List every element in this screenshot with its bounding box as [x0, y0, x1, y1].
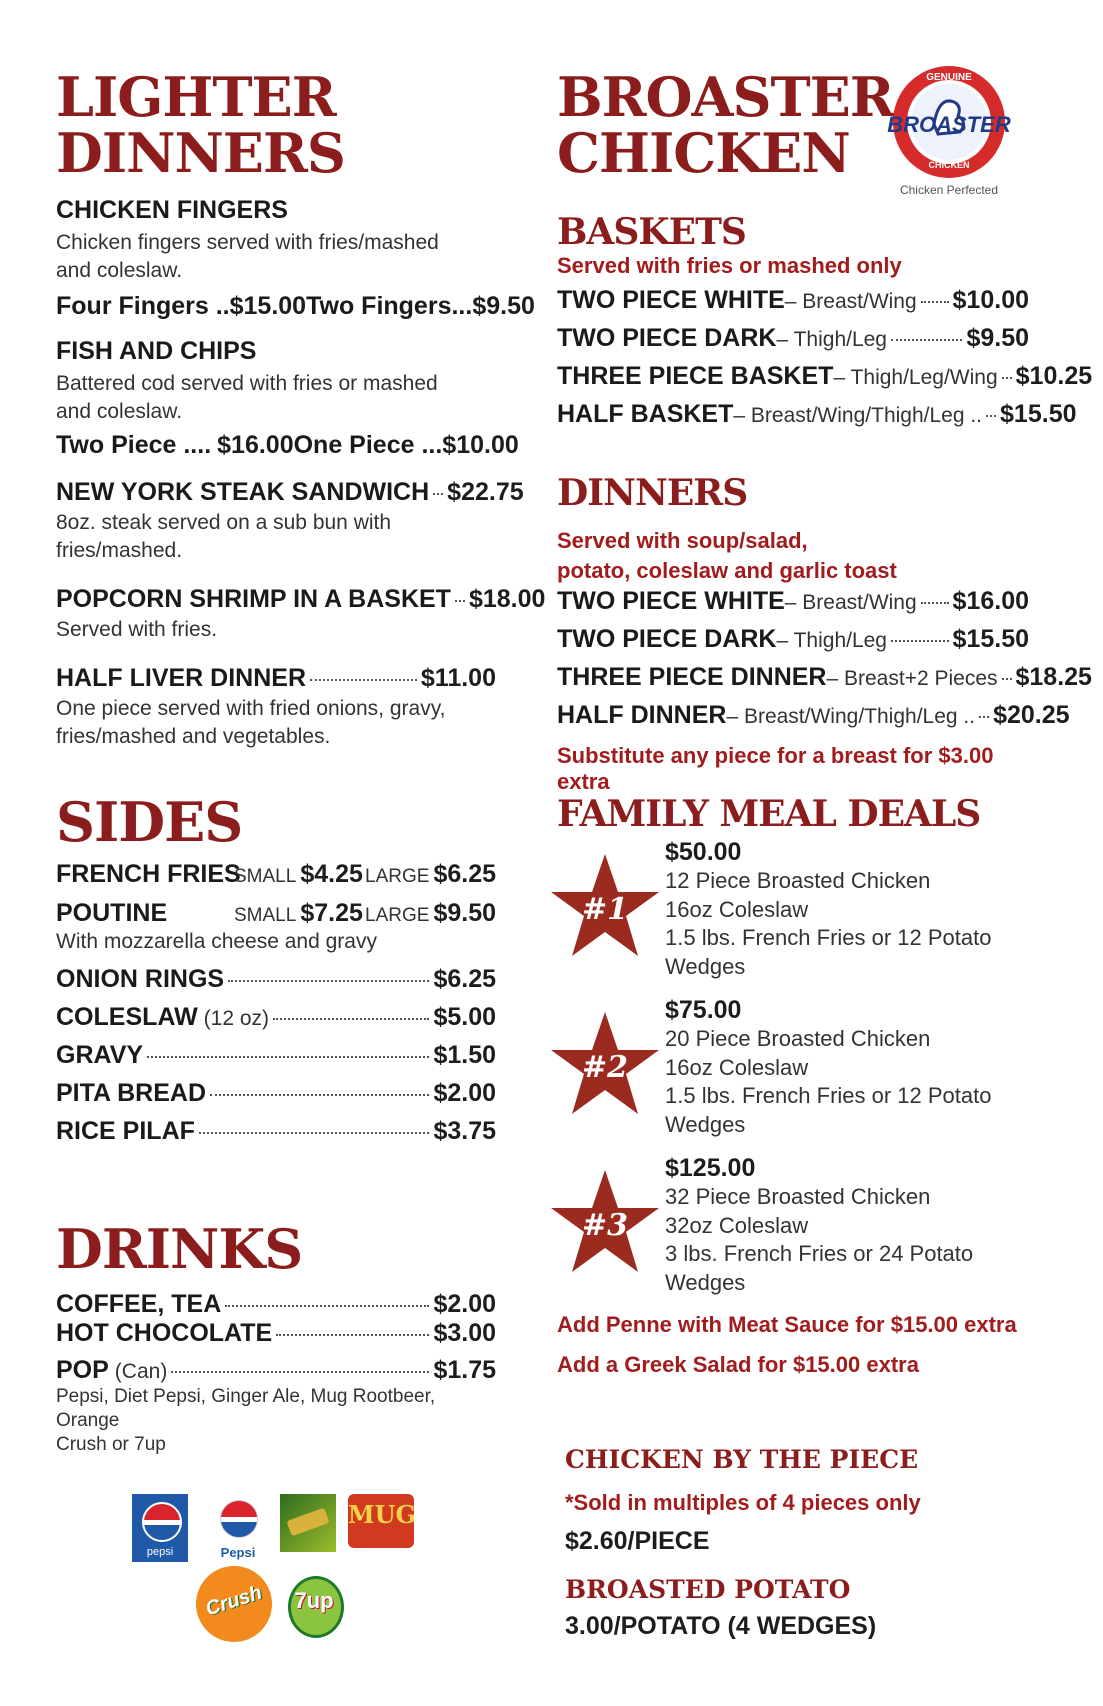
item-price: $22.75: [447, 478, 524, 506]
item-description: Crush or 7up: [56, 1433, 166, 1455]
deal-line: 1.5 lbs. French Fries or 12 Potato Wedges: [665, 925, 992, 979]
star-badge: [549, 850, 661, 962]
item-name: TWO PIECE DARK: [557, 324, 777, 352]
dot-leader: [1002, 678, 1012, 680]
item-sub: – Thigh/Leg: [776, 328, 887, 351]
family-deal: [549, 1154, 1039, 1304]
lighter-dinners-title: LIGHTER DINNERS: [56, 65, 345, 185]
logo-ring-top-text: GENUINE: [926, 72, 972, 83]
dot-leader: [979, 716, 989, 718]
logo-ring-bottom-text: CHICKEN: [928, 160, 970, 170]
by-piece-note: *Sold in multiples of 4 pieces only: [565, 1490, 921, 1515]
item-name: HALF BASKET: [557, 400, 734, 428]
item-name: CHICKEN FINGERS: [56, 196, 288, 224]
side-item: [56, 965, 496, 994]
dot-leader: [171, 1371, 429, 1373]
dot-leader: [228, 980, 429, 982]
item-name: NEW YORK STEAK SANDWICH: [56, 478, 430, 506]
dot-leader: [455, 600, 465, 602]
item-description: Chicken fingers served with fries/mashed and coleslaw.: [56, 231, 439, 283]
item-name: COLESLAW: [56, 1003, 198, 1032]
item-description: and coleslaw.: [56, 400, 183, 424]
family-deal: [549, 838, 1039, 988]
deal-price: $125.00: [665, 1154, 756, 1182]
item-name: THREE PIECE BASKET: [557, 362, 834, 390]
item-description: Served with fries.: [56, 618, 218, 641]
item-price: $10.25: [1015, 362, 1093, 390]
item-name: HALF LIVER DINNER: [56, 664, 306, 692]
item-price: $1.75: [433, 1356, 496, 1384]
dinners-title: DINNERS: [557, 472, 748, 514]
deal-price: $75.00: [665, 996, 742, 1024]
item-price: $15.50: [952, 625, 1029, 653]
deal-line: 16oz Coleslaw: [665, 896, 809, 922]
item-name: RICE PILAF: [56, 1117, 195, 1146]
french-fries-item: [56, 860, 496, 889]
baskets-item: [557, 324, 1029, 353]
item-description: With mozzarella cheese and gravy: [56, 930, 377, 953]
item-description: 8oz. steak served on a sub bun with: [56, 511, 392, 534]
by-piece-price: $2.60/PIECE: [565, 1527, 710, 1555]
item-description: fries/mashed.: [56, 539, 183, 563]
baskets-item: [557, 362, 1093, 391]
baskets-title: BASKETS: [557, 211, 746, 253]
deal-line: 3 lbs. French Fries or 24 Potato Wedges: [665, 1241, 974, 1295]
side-item: [56, 1117, 496, 1146]
item-name: TWO PIECE WHITE: [557, 587, 785, 615]
dot-leader: [276, 1334, 429, 1336]
dot-leader: [891, 640, 949, 642]
pepsi-globe-logo: Pepsi: [212, 1500, 264, 1562]
dot-leader: [199, 1132, 430, 1134]
item-price: $2.00: [433, 1290, 496, 1318]
item-sub: – Breast/Wing: [784, 290, 917, 313]
dinners-item: [557, 701, 1070, 730]
size-label: LARGE: [365, 866, 430, 887]
mug-rootbeer-logo: MUG: [348, 1494, 414, 1548]
broaster-chicken-title: BROASTER CHICKEN: [557, 65, 894, 185]
family-meal-title: FAMILY MEAL DEALS: [557, 793, 981, 835]
option-label: One Piece ...: [293, 430, 443, 459]
star-badge-label: #3: [581, 1208, 628, 1243]
item-price: $10.00: [952, 286, 1029, 314]
item-note: (Can): [114, 1360, 168, 1383]
item-sub: – Breast/Wing: [784, 591, 917, 614]
star-badge: [549, 1008, 661, 1120]
size-label: SMALL: [234, 866, 297, 887]
dot-leader: [210, 1094, 429, 1096]
item-name: THREE PIECE DINNER: [557, 663, 827, 691]
deal-line: 16oz Coleslaw: [665, 1054, 809, 1080]
option-label: Four Fingers ..: [56, 291, 230, 320]
item-price: $16.00: [952, 587, 1029, 615]
sides-list: [56, 860, 496, 1146]
addon-penne: Add Penne with Meat Sauce for $15.00 extra: [557, 1312, 1017, 1337]
item-price: $7.25: [300, 899, 363, 927]
baskets-subtitle: Served with fries or mashed only: [557, 253, 902, 278]
deal-details: [665, 996, 1039, 1139]
item-price: $2.00: [433, 1079, 496, 1108]
item-name: HOT CHOCOLATE: [56, 1319, 273, 1347]
side-item: [56, 1079, 496, 1108]
item-price: $9.50: [433, 899, 496, 927]
dinners-list: [557, 587, 1092, 739]
item-price: $18.25: [1015, 663, 1092, 691]
item-price: $5.00: [433, 1003, 496, 1032]
dot-leader: [147, 1056, 429, 1058]
item-price: $1.50: [433, 1041, 496, 1070]
item-price: $9.50: [966, 324, 1029, 352]
dinners-item: [557, 625, 1029, 654]
dot-leader: [310, 679, 417, 681]
item-name: FISH AND CHIPS: [56, 337, 257, 365]
dot-leader: [921, 602, 949, 604]
side-item: [56, 1041, 496, 1070]
item-sub: – Breast/Wing/Thigh/Leg ..: [733, 404, 983, 427]
dinners-item: [557, 663, 1092, 692]
item-sub: – Breast/Wing/Thigh/Leg ..: [726, 705, 976, 728]
item-name: TWO PIECE DARK: [557, 625, 777, 653]
pepsi-logo: pepsi: [132, 1494, 188, 1562]
item-price: $4.25: [300, 860, 363, 888]
item-description: Pepsi, Diet Pepsi, Ginger Ale, Mug Rootbeer, Orange: [56, 1386, 436, 1431]
option-price: $9.50: [472, 291, 535, 320]
item-description: fries/mashed and vegetables.: [56, 725, 331, 749]
item-name: COFFEE, TEA: [56, 1290, 222, 1318]
dot-leader: [891, 339, 962, 341]
deal-details: [665, 838, 1039, 981]
size-label: SMALL: [234, 905, 297, 926]
poutine-item: [56, 899, 496, 928]
item-price: $3.00: [433, 1319, 496, 1347]
item-sub: – Thigh/Leg/Wing: [833, 366, 998, 389]
chicken-fingers-item: [56, 196, 535, 321]
deal-line: 12 Piece Broasted Chicken: [665, 868, 931, 893]
sides-title: SIDES: [56, 790, 243, 854]
dot-leader: [225, 1305, 429, 1307]
dot-leader: [986, 415, 996, 417]
dot-leader: [433, 493, 443, 495]
deal-line: 32oz Coleslaw: [665, 1212, 809, 1238]
star-badge-label: #2: [581, 1050, 628, 1085]
coffee-tea-item: [56, 1290, 496, 1319]
item-name: POP: [56, 1356, 109, 1384]
addon-greek-salad: Add a Greek Salad for $15.00 extra: [557, 1352, 919, 1377]
broasted-potato-price: 3.00/POTATO (4 WEDGES): [565, 1612, 877, 1640]
item-sub: – Breast+2 Pieces: [826, 667, 998, 690]
dinners-substitute-note: Substitute any piece for a breast for $3.00 extra: [557, 743, 994, 794]
item-price: $6.25: [433, 860, 496, 888]
item-name: HALF DINNER: [557, 701, 727, 729]
dot-leader: [1002, 377, 1012, 379]
item-name: POUTINE: [56, 899, 168, 927]
option-price: $10.00: [442, 430, 519, 459]
dot-leader: [921, 301, 949, 303]
option-price: $16.00: [217, 430, 294, 459]
item-sub: – Thigh/Leg: [776, 629, 887, 652]
option-label: Two Fingers...: [306, 291, 473, 320]
item-name: PITA BREAD: [56, 1079, 206, 1108]
deal-line: 1.5 lbs. French Fries or 12 Potato Wedges: [665, 1083, 992, 1137]
item-name: ONION RINGS: [56, 965, 225, 994]
item-description: One piece served with fried onions, gravy,: [56, 697, 446, 720]
item-price: $18.00: [468, 585, 546, 613]
baskets-item: [557, 400, 1077, 429]
dinners-item: [557, 587, 1029, 616]
item-note: (12 oz): [203, 1007, 270, 1031]
broasted-potato-title: BROASTED POTATO: [565, 1575, 851, 1604]
item-price: $11.00: [420, 664, 496, 692]
item-name: FRENCH FRIES: [56, 860, 241, 888]
drink-logos: [132, 1494, 452, 1654]
pop-item: [56, 1356, 496, 1385]
baskets-item: [557, 286, 1029, 315]
family-deal: [549, 996, 1039, 1146]
broaster-logo: [889, 62, 1009, 182]
family-deals: [549, 838, 1039, 1295]
dot-leader: [273, 1018, 429, 1020]
baskets-list: [557, 286, 1093, 438]
crush-logo: Crush: [196, 1566, 272, 1642]
star-badge: [549, 1166, 661, 1278]
deal-details: [665, 1154, 1039, 1297]
half-liver-item: [56, 664, 496, 752]
deal-line: 20 Piece Broasted Chicken: [665, 1026, 931, 1051]
ginger-ale-logo: [280, 1494, 336, 1552]
fish-and-chips-item: [56, 337, 519, 460]
drinks-title: DRINKS: [56, 1217, 303, 1281]
item-price: $3.75: [433, 1117, 496, 1146]
option-label: Two Piece ....: [56, 430, 212, 459]
option-price: $15.00: [229, 291, 307, 320]
star-badge-label: #1: [581, 892, 628, 927]
hot-chocolate-item: [56, 1319, 496, 1348]
drinks-list: [56, 1290, 496, 1456]
7up-logo: 7up: [282, 1572, 340, 1636]
size-label: LARGE: [365, 905, 430, 926]
item-description: Battered cod served with fries or mashed: [56, 372, 438, 395]
item-name: POPCORN SHRIMP IN A BASKET: [56, 585, 451, 613]
logo-tagline: Chicken Perfected: [899, 183, 999, 197]
item-price: $15.50: [1000, 400, 1077, 428]
steak-sandwich-item: [56, 478, 524, 566]
logo-wordmark: BROASTER: [887, 112, 1011, 137]
deal-line: 32 Piece Broasted Chicken: [665, 1184, 931, 1209]
item-name: GRAVY: [56, 1041, 144, 1070]
item-price: $20.25: [993, 701, 1070, 729]
popcorn-shrimp-item: [56, 585, 546, 644]
dinners-subtitle: Served with soup/salad, potato, coleslaw and garlic toast: [557, 528, 897, 583]
chicken-by-piece-title: CHICKEN BY THE PIECE: [565, 1445, 919, 1474]
item-price: $6.25: [433, 965, 496, 994]
deal-price: $50.00: [665, 838, 742, 866]
item-name: TWO PIECE WHITE: [557, 286, 785, 314]
side-item: [56, 1003, 496, 1032]
